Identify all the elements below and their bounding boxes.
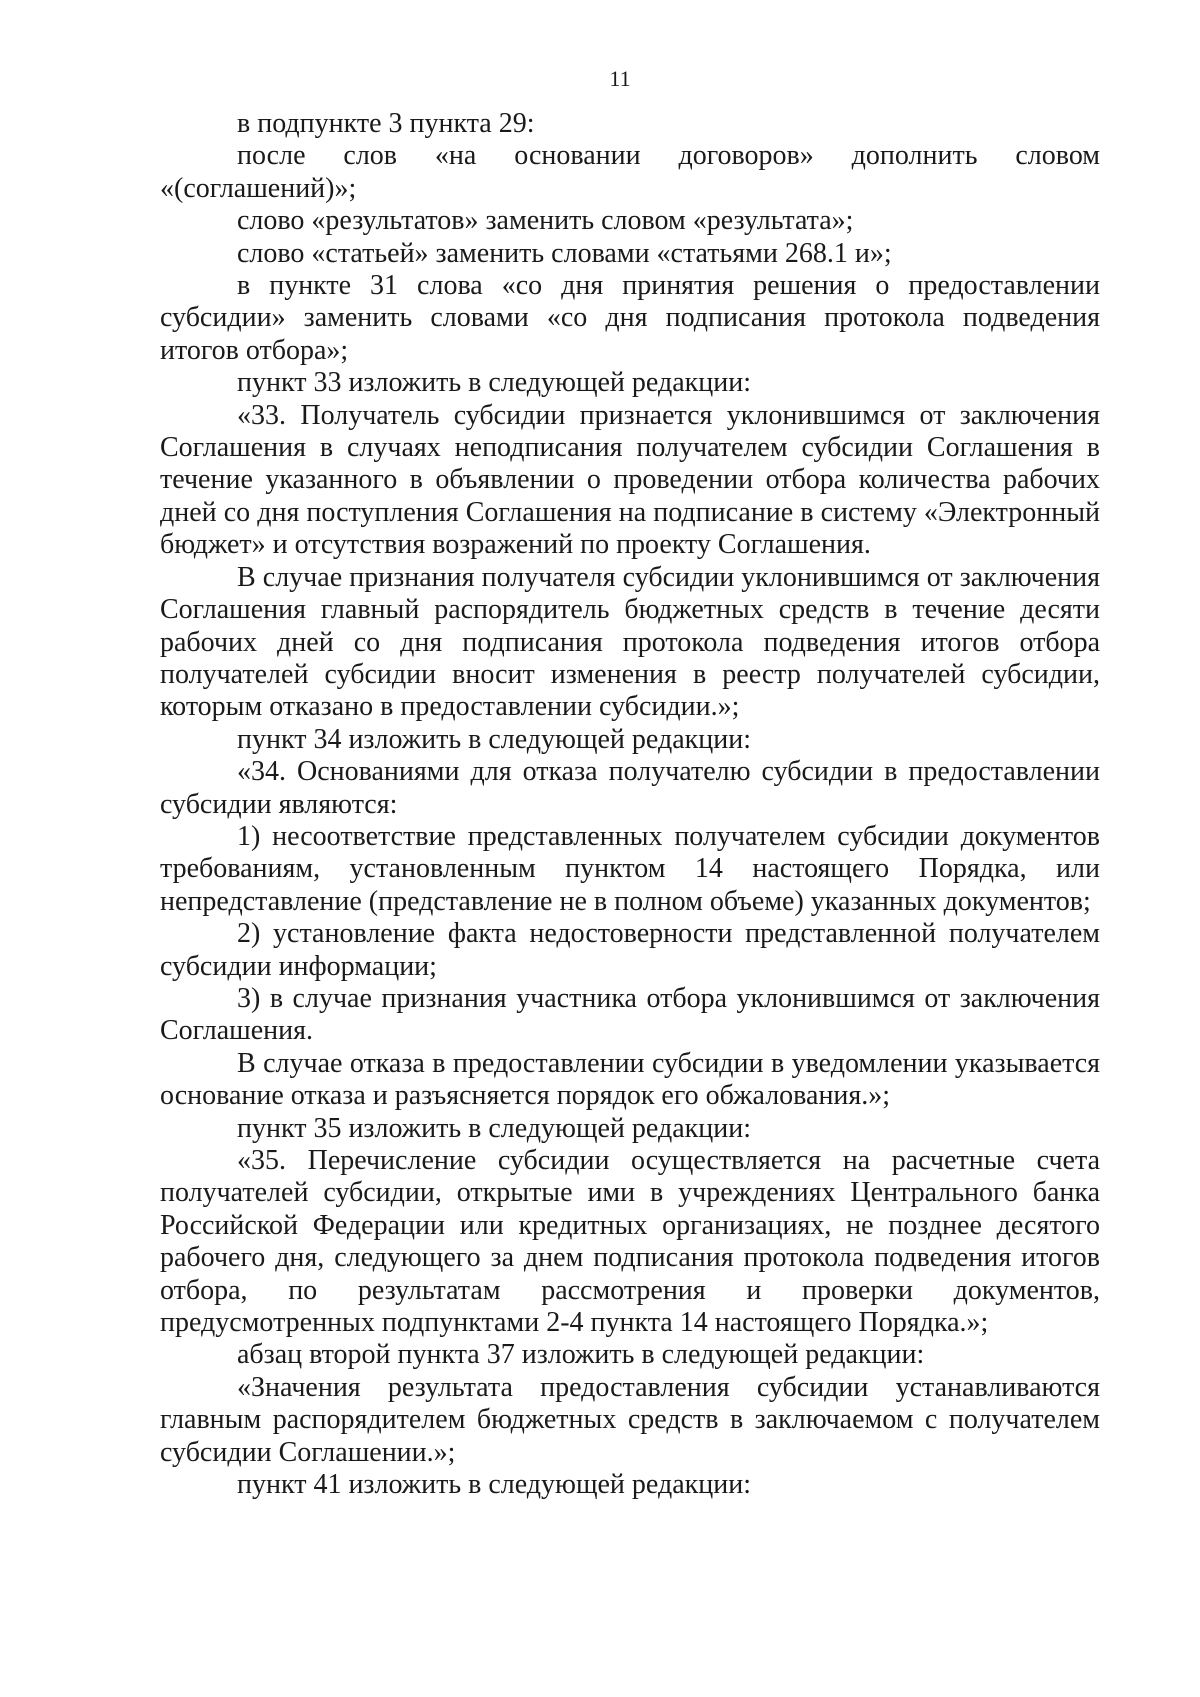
paragraph-13: 3) в случае признания участника отбора уклонившимся от заключения Соглашения. — [160, 982, 1100, 1047]
paragraph-19: пункт 41 изложить в следующей редакции: — [237, 1469, 751, 1501]
paragraph-15: пункт 35 изложить в следующей редакции: — [237, 1112, 751, 1144]
paragraph-5: в пункте 31 слова «со дня принятия решения о предоставлении субсидии» заменить словами «со дня подписания протокола подведения итогов отбора»; — [160, 270, 1100, 366]
paragraph-12: 2) установление факта недостоверности представленной получателем субсидии информации; — [160, 918, 1100, 982]
document-body — [160, 108, 1100, 1501]
page-number: 11 — [609, 66, 631, 91]
paragraph-1: в подпункте 3 пункта 29: — [237, 108, 535, 139]
paragraph-3: слово «результатов» заменить словом «результата»; — [237, 205, 854, 237]
paragraph-10: «34. Основаниями для отказа получателю субсидии в предоставлении субсидии являются: — [160, 756, 1100, 820]
paragraph-18: «Значения результата предоставления субсидии устанавливаются главным распорядителем бюджетных средств в заключаемом с получателем субсидии Соглашении.»; — [160, 1371, 1100, 1468]
paragraph-17: абзац второй пункта 37 изложить в следующей редакции: — [237, 1339, 925, 1371]
paragraph-2: после слов «на основании договоров» дополнить словом «(соглашений)»; — [160, 140, 1100, 204]
paragraph-14: В случае отказа в предоставлении субсидии в уведомлении указывается основание отказа и разъясняется порядок его обжалования.»; — [160, 1047, 1100, 1112]
paragraph-11: 1) несоответствие представленных получателем субсидии документов требованиям, установленным пунктом 14 настоящего Порядка, или непредставление (представление не в полном объеме) указанных документов; — [160, 820, 1100, 917]
paragraph-8: В случае признания получателя субсидии уклонившимся от заключения Соглашения главный распорядитель бюджетных средств в течение десяти рабочих дней со дня подписания протокола подведения итогов отбора получателей субсидии вносит изменения в реестр получателей субсидии, которым отказано в предоставлении субсидии.»; — [160, 561, 1100, 723]
paragraph-4: слово «статьей» заменить словами «статьями 268.1 и»; — [237, 237, 892, 269]
paragraph-7: «33. Получатель субсидии признается уклонившимся от заключения Соглашения в случаях неподписания получателем субсидии Соглашения в течение указанного в объявлении о проведении отбора количества рабочих дней со дня поступления Соглашения на подписание в систему «Электронный бюджет» и отсутствия возражений по проекту Соглашения. — [160, 399, 1100, 561]
paragraph-6: пункт 33 изложить в следующей редакции: — [237, 367, 751, 399]
paragraph-9: пункт 34 изложить в следующей редакции: — [237, 723, 751, 755]
paragraph-16: «35. Перечисление субсидии осуществляется на расчетные счета получателей субсидии, открытые ими в учреждениях Центрального банка Российской Федерации или кредитных организациях, не позднее десятого рабочего дня, следующего за днем подписания протокола подведения итогов отбора, по результатам рассмотрения и проверки документов, предусмотренных подпунктами 2-4 пункта 14 настоящего Порядка.»; — [160, 1145, 1100, 1339]
